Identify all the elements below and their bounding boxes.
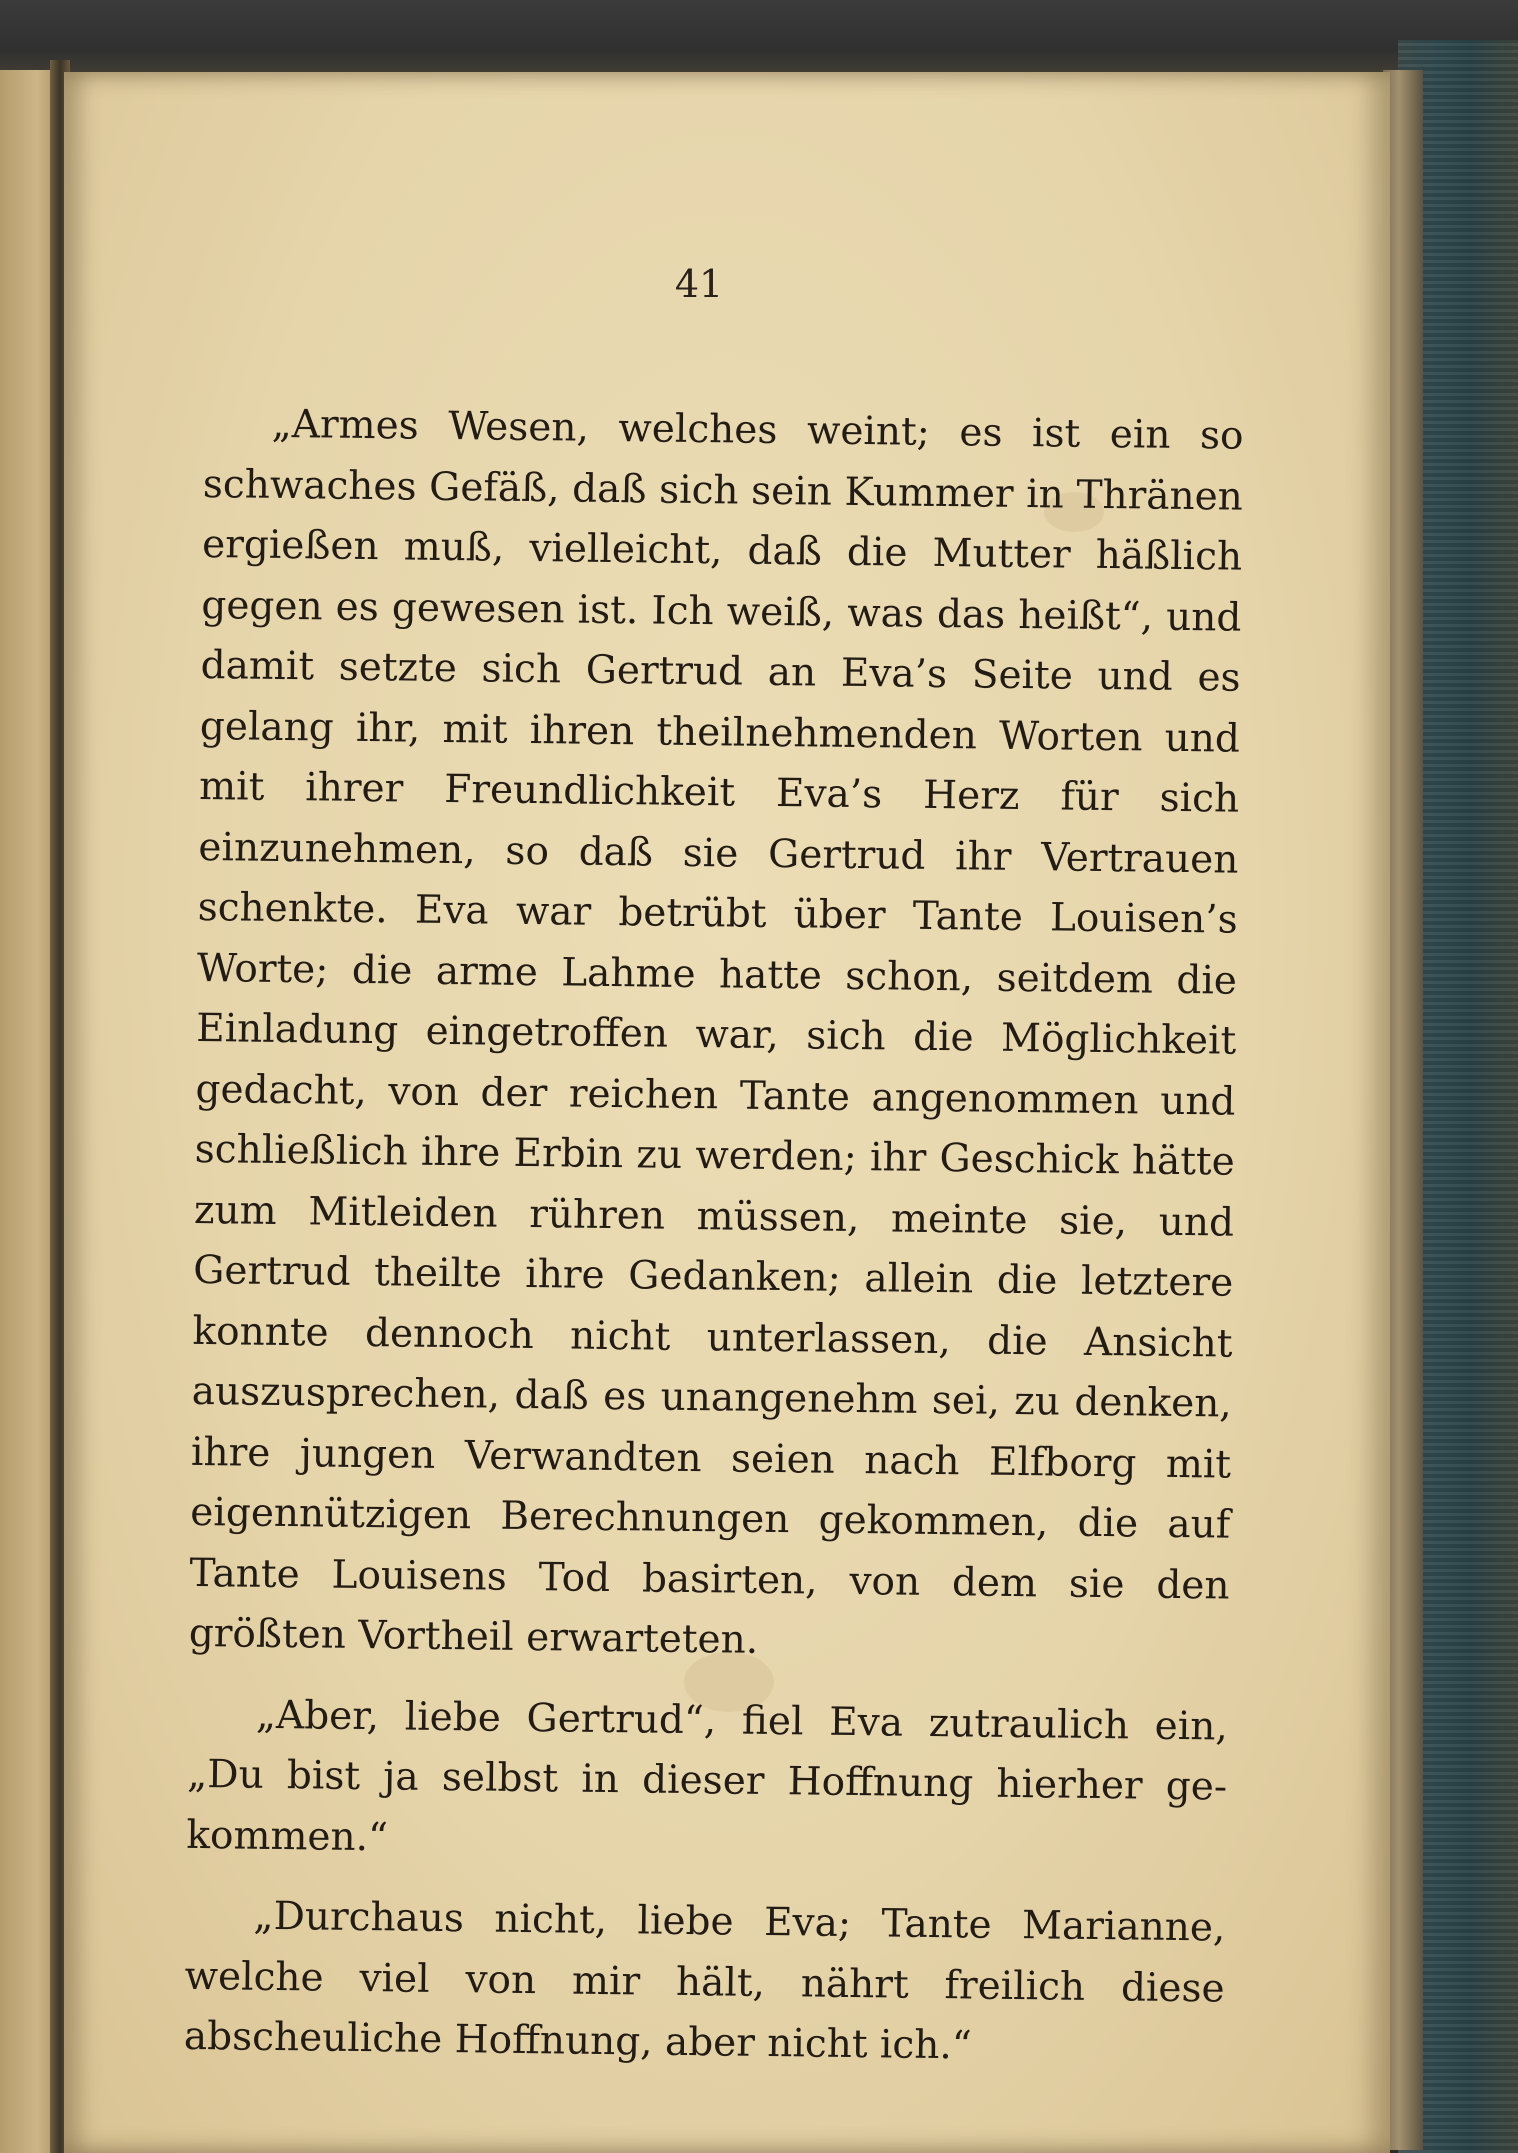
book-cover-top-edge	[0, 0, 1518, 72]
paragraph: „Armes Wesen, welches weint; es ist ein so schwaches Gefäß, daß sich sein Kummer in Thränen ergießen muß, vielleicht, daß die Mutter häßlich gegen es gewesen ist. Ich weiß, was das heißt“, und damit setzte sich Gertrud an Eva’s Seite und es gelang ihr, mit ihren theilnehmenden Worten und mit ihrer Freundlichkeit Eva’s Herz für sich einzunehmen, so daß sie Gertrud ihr Vertrauen schenkte. Eva war betrübt über Tante Louisen’s Worte; die arme Lahme hatte schon, seitdem die Einladung eingetroffen war, sich die Möglichkeit gedacht, von der reichen Tante angenommen und schließlich ihre Erbin zu werden; ihr Geschick hätte zum Mitleiden rühren müssen, meinte sie, und Gertrud theilte ihre Gedanken; allein die letztere konnte dennoch nicht unterlassen, die Ansicht auszusprechen, daß es unangenehm sei, zu denken, ihre jungen Verwandten seien nach Elfborg mit eigennützigen Berechnungen gekommen, die auf Tante Louisens Tod basirten, von dem sie den größten Vortheil erwarteten.	[188, 401, 1244, 1663]
paragraph: „Aber, liebe Gertrud“, fiel Eva zutraulich ein, „Du bist ja selbst in dieser Hoffnung hierher gekommen.“	[186, 1692, 1229, 1860]
paragraph: „Durchaus nicht, liebe Eva; Tante Marianne, welche viel von mir hält, nährt freilich diese abscheuliche Hoffnung, aber nicht ich.“	[183, 1893, 1226, 2069]
book-page	[64, 72, 1390, 2153]
page-number: 41	[674, 262, 724, 306]
page-body-text	[183, 394, 1244, 2100]
